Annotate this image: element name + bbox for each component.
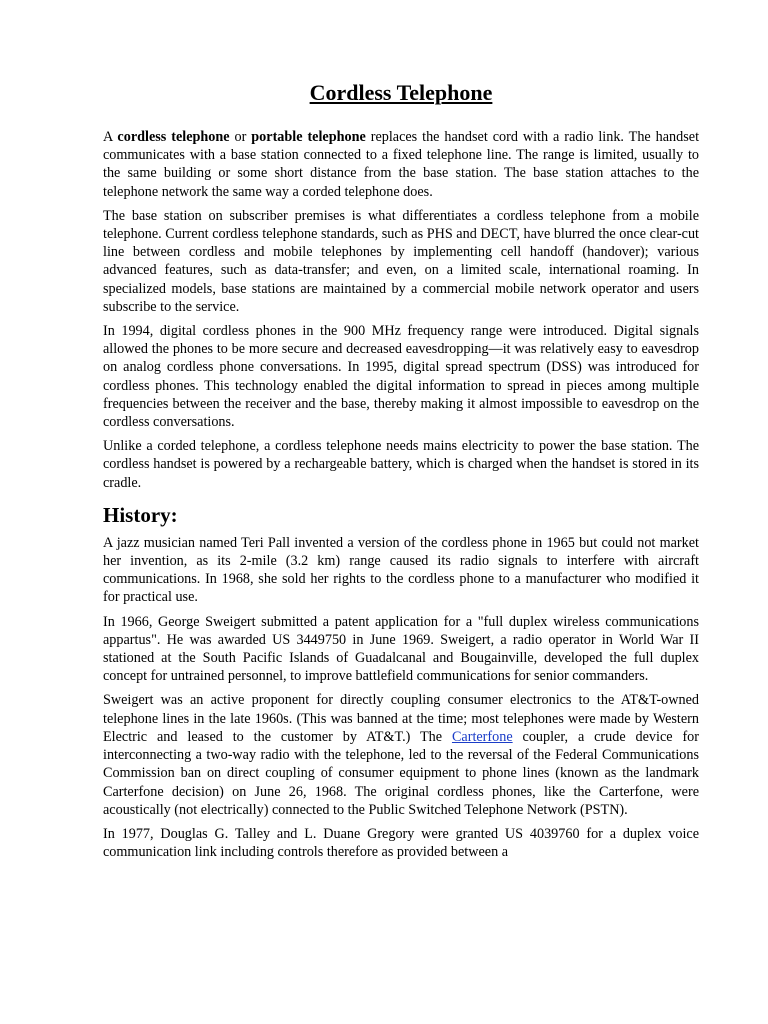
history-heading: History: (103, 502, 178, 527)
history-p3-after: coupler, a crude device for interconnecting a two-way radio with the telephone, led to the reversal of the Federal Communications Commission ban on direct coupling of consumer equipment to phone lines (known as the landmark Carterfone decision) on June 26, 1968. The original cordless phones, like the Carterfone, were acoustically (not electrically) connected to the Public Switched Telephone Network (PSTN). (103, 728, 699, 818)
history-paragraph-1: A jazz musician named Teri Pall invented a version of the cordless phone in 1965 but could not market her invention, as its 2-mile (3.2 km) range caused its radio signals to interfere with aircraft communications. In 1968, she sold her rights to the cordless phone to a manufacturer who modified it for practical use. (103, 534, 699, 606)
intro-p1-a: A (103, 129, 118, 145)
carterfone-link[interactable]: Carterfone (451, 728, 513, 745)
intro-paragraph-1 (103, 128, 699, 201)
page-title: Cordless Telephone (309, 80, 493, 105)
intro-paragraph-4: Unlike a corded telephone, a cordless telephone needs mains electricity to power the base station. The cordless handset is powered by a rechargeable battery, which is charged when the handset is stored in its cradle. (103, 438, 699, 491)
history-paragraph-4: In 1977, Douglas G. Talley and L. Duane Gregory were granted US 4039760 for a duplex voice communication link including controls therefore as provided between a (103, 825, 699, 861)
term-portable-telephone: portable telephone (251, 129, 366, 145)
intro-paragraph-3: In 1994, digital cordless phones in the 900 MHz frequency range were introduced. Digital signals allowed the phones to be more secure and decreased eavesdropping—it was relatively easy to eavesdrop on analog cordless phone conversations. In 1995, digital spread spectrum (DSS) was introduced for cordless phones. This technology enabled the digital information to spread in pieces among multiple frequencies between the receiver and the base, thereby making it almost impossible to eavesdrop on the cordless conversations. (103, 323, 699, 431)
intro-p1-rest: replaces the handset cord with a radio link. The handset communicates with a base station connected to a fixed telephone line. The range is limited, usually to the same building or some short distance from the base station. The base station attaches to the telephone network the same way a corded telephone does. (103, 129, 700, 200)
history-p3-before: Sweigert was an active proponent for directly coupling consumer electronics to the AT&T-owned telephone lines in the late 1960s. (This was banned at the time; most telephones were made by Western Electric and leased to the customer by AT&T.) The (103, 692, 699, 745)
intro-paragraph-2: The base station on subscriber premises is what differentiates a cordless telephone from a mobile telephone. Current cordless telephone standards, such as PHS and DECT, have blurred the once clear-cut line between cordless and mobile telephones by implementing cell handoff (handover); various advanced features, such as data-transfer; and even, on a limited scale, international roaming. In specialized models, base stations are maintained by a commercial mobile network operator and users subscribe to the service. (103, 207, 699, 315)
history-paragraph-2: In 1966, George Sweigert submitted a patent application for a "full duplex wireless communications appartus". He was awarded US 3449750 in June 1969. Sweigert, a radio operator in World War II stationed at the South Pacific Islands of Guadalcanal and Bougainville, developed the full duplex concept for untrained personnel, to improve battlefield communications for senior commanders. (103, 613, 699, 685)
history-paragraph-3 (103, 691, 699, 818)
term-cordless-telephone: cordless telephone (117, 129, 230, 145)
intro-p1-mid: or (229, 129, 252, 145)
